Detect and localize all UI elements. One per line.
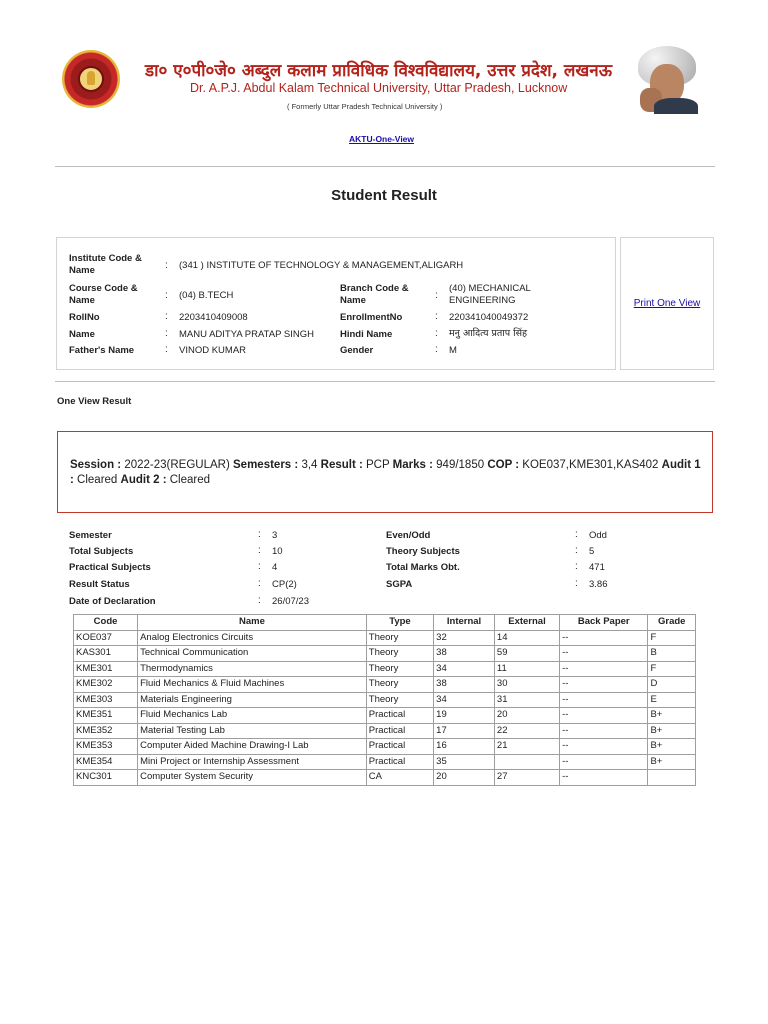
kalam-portrait-image	[630, 46, 704, 114]
subject-type-cell: Theory	[366, 630, 433, 646]
table-row	[74, 739, 696, 755]
semester-label: Semester	[69, 530, 112, 541]
session-value: 2022-23(REGULAR)	[124, 459, 230, 471]
column-header: Internal	[434, 615, 495, 631]
back-paper-cell: --	[560, 739, 648, 755]
semesters-label: Semesters :	[233, 459, 299, 471]
back-paper-cell: --	[560, 754, 648, 770]
back-paper-cell: --	[560, 708, 648, 724]
subject-code-cell: KAS301	[74, 646, 138, 662]
subject-type-cell: Theory	[366, 661, 433, 677]
back-paper-cell: --	[560, 677, 648, 693]
table-body	[74, 630, 696, 785]
subject-name-cell: Fluid Mechanics Lab	[138, 708, 367, 724]
branch-label: Branch Code & Name	[340, 283, 409, 306]
lamp-emblem-icon	[78, 66, 104, 92]
external-marks-cell: 14	[494, 630, 559, 646]
print-panel	[620, 237, 714, 370]
subject-code-cell: KME301	[74, 661, 138, 677]
grade-cell: E	[648, 692, 696, 708]
internal-marks-cell: 38	[434, 677, 495, 693]
rollno-value: 2203410409008	[179, 312, 248, 323]
cop-value: KOE037,KME301,KAS402	[522, 459, 659, 471]
subject-code-cell: KME302	[74, 677, 138, 693]
external-marks-cell	[494, 754, 559, 770]
subject-type-cell: CA	[366, 770, 433, 786]
rollno-label: RollNo	[69, 312, 100, 323]
subject-name-cell: Analog Electronics Circuits	[138, 630, 367, 646]
print-one-view-link[interactable]: Print One View	[633, 298, 701, 309]
father-name-label: Father's Name	[69, 345, 135, 356]
subject-name-cell: Computer Aided Machine Drawing-I Lab	[138, 739, 367, 755]
university-header	[0, 0, 768, 130]
total-subjects-label: Total Subjects	[69, 546, 134, 557]
subject-name-cell: Mini Project or Internship Assessment	[138, 754, 367, 770]
column-header: Grade	[648, 615, 696, 631]
subject-code-cell: KME303	[74, 692, 138, 708]
subject-code-cell: KME354	[74, 754, 138, 770]
divider	[55, 166, 715, 167]
grade-cell: B+	[648, 708, 696, 724]
audit1-value: Cleared	[77, 473, 118, 486]
table-row	[74, 723, 696, 739]
column-header: Back Paper	[560, 615, 648, 631]
table-row	[74, 708, 696, 724]
audit2-label: Audit 2 :	[120, 473, 167, 486]
grade-cell: B	[648, 646, 696, 662]
session-summary-box	[57, 431, 713, 513]
subject-name-cell: Materials Engineering	[138, 692, 367, 708]
aktu-one-view-link[interactable]: AKTU-One-View	[349, 134, 415, 144]
gender-value: M	[449, 345, 457, 356]
subject-type-cell: Practical	[366, 739, 433, 755]
external-marks-cell: 27	[494, 770, 559, 786]
result-status-value: CP(2)	[272, 579, 297, 590]
column-header: Code	[74, 615, 138, 631]
external-marks-cell: 31	[494, 692, 559, 708]
subject-code-cell: KME353	[74, 739, 138, 755]
back-paper-cell: --	[560, 692, 648, 708]
session-summary-text	[70, 458, 702, 487]
grade-cell: B+	[648, 723, 696, 739]
audit1-label: Audit 1 :	[70, 459, 701, 486]
even-odd-value: Odd	[589, 530, 607, 541]
subject-name-cell: Thermodynamics	[138, 661, 367, 677]
subject-grades-table	[73, 614, 696, 786]
grade-cell: B+	[648, 754, 696, 770]
back-paper-cell: --	[560, 646, 648, 662]
table-row	[74, 646, 696, 662]
table-row	[74, 661, 696, 677]
practical-subjects-value: 4	[272, 562, 278, 573]
marks-label: Marks :	[392, 459, 433, 471]
university-title-english: Dr. A.P.J. Abdul Kalam Technical University, Uttar Pradesh, Lucknow	[190, 81, 568, 95]
table-row	[74, 677, 696, 693]
internal-marks-cell: 16	[434, 739, 495, 755]
subject-type-cell: Theory	[366, 646, 433, 662]
university-title-hindi: डा० ए०पी०जे० अब्दुल कलाम प्राविधिक विश्वविद्यालय, उत्तर प्रदेश, लखनऊ	[145, 61, 613, 81]
audit2-value: Cleared	[169, 473, 211, 486]
internal-marks-cell: 38	[434, 646, 495, 662]
column-header: Type	[366, 615, 433, 631]
divider	[55, 381, 715, 382]
marks-value: 949/1850	[436, 459, 485, 471]
branch-value: (40) MECHANICAL ENGINEERING	[449, 283, 531, 306]
total-subjects-value: 10	[272, 546, 283, 557]
subject-type-cell: Practical	[366, 723, 433, 739]
semesters-value: 3,4	[301, 459, 318, 471]
grade-cell	[648, 770, 696, 786]
external-marks-cell: 59	[494, 646, 559, 662]
subject-type-cell: Practical	[366, 708, 433, 724]
column-header: Name	[138, 615, 367, 631]
table-row	[74, 754, 696, 770]
external-marks-cell: 11	[494, 661, 559, 677]
cop-label: COP :	[487, 459, 520, 471]
total-marks-label: Total Marks Obt.	[386, 562, 460, 573]
one-view-result-heading: One View Result	[57, 396, 132, 407]
internal-marks-cell: 20	[434, 770, 495, 786]
hindi-name-label: Hindi Name	[340, 329, 393, 340]
external-marks-cell: 21	[494, 739, 559, 755]
back-paper-cell: --	[560, 661, 648, 677]
subject-code-cell: KME352	[74, 723, 138, 739]
hindi-name-value: मनु आदित्य प्रताप सिंह	[449, 328, 528, 339]
subject-type-cell: Practical	[366, 754, 433, 770]
grade-cell: F	[648, 661, 696, 677]
practical-subjects-label: Practical Subjects	[69, 562, 151, 573]
internal-marks-cell: 34	[434, 692, 495, 708]
internal-marks-cell: 32	[434, 630, 495, 646]
internal-marks-cell: 19	[434, 708, 495, 724]
sgpa-value: 3.86	[589, 579, 608, 590]
column-header: External	[494, 615, 559, 631]
subject-name-cell: Technical Communication	[138, 646, 367, 662]
subject-code-cell: KME351	[74, 708, 138, 724]
table-row	[74, 692, 696, 708]
back-paper-cell: --	[560, 630, 648, 646]
external-marks-cell: 30	[494, 677, 559, 693]
semester-value: 3	[272, 530, 278, 541]
subject-type-cell: Theory	[366, 677, 433, 693]
name-label: Name	[69, 329, 95, 340]
external-marks-cell: 22	[494, 723, 559, 739]
table-header-row	[74, 615, 696, 631]
theory-subjects-value: 5	[589, 546, 595, 557]
result-status-label: Result Status	[69, 579, 130, 590]
enrollment-label: EnrollmentNo	[340, 312, 403, 323]
back-paper-cell: --	[560, 723, 648, 739]
table-row	[74, 630, 696, 646]
institute-label: Institute Code & Name	[69, 253, 142, 276]
declaration-date-value: 26/07/23	[272, 596, 309, 607]
institute-value: (341 ) INSTITUTE OF TECHNOLOGY & MANAGEMENT,ALIGARH	[179, 260, 464, 271]
subject-name-cell: Material Testing Lab	[138, 723, 367, 739]
internal-marks-cell: 17	[434, 723, 495, 739]
grade-cell: D	[648, 677, 696, 693]
external-marks-cell: 20	[494, 708, 559, 724]
course-value: (04) B.TECH	[179, 290, 234, 301]
student-info-panel: Institute Code & Name : (341 ) INSTITUTE OF TECHNOLOGY & MANAGEMENT,ALIGARH Course Code & Name : (04) B.TECH Branch Code & Name : (40) MECHANICAL ENGINEERING RollNo : 2203410409008 EnrollmentNo : 220341040049372 Name : MANU ADITYA PRATAP SINGH Hindi Name : मनु आदित्य प्रताप सिंह Father's Name : VINOD KUMAR Gender : M	[56, 237, 616, 370]
theory-subjects-label: Theory Subjects	[386, 546, 460, 557]
subject-name-cell: Computer System Security	[138, 770, 367, 786]
subject-type-cell: Theory	[366, 692, 433, 708]
father-name-value: VINOD KUMAR	[179, 345, 247, 356]
result-label: Result :	[320, 459, 363, 471]
sgpa-label: SGPA	[386, 579, 413, 590]
total-marks-value: 471	[589, 562, 605, 573]
page-title: Student Result	[331, 187, 437, 204]
university-seal-icon	[62, 50, 120, 108]
internal-marks-cell: 35	[434, 754, 495, 770]
back-paper-cell: --	[560, 770, 648, 786]
grade-cell: F	[648, 630, 696, 646]
grade-cell: B+	[648, 739, 696, 755]
internal-marks-cell: 34	[434, 661, 495, 677]
session-label: Session :	[70, 459, 122, 471]
subject-code-cell: KNC301	[74, 770, 138, 786]
enrollment-value: 220341040049372	[449, 312, 529, 323]
course-label: Course Code & Name	[69, 283, 138, 306]
even-odd-label: Even/Odd	[386, 530, 431, 541]
name-value: MANU ADITYA PRATAP SINGH	[179, 329, 314, 340]
subject-name-cell: Fluid Mechanics & Fluid Machines	[138, 677, 367, 693]
subject-code-cell: KOE037	[74, 630, 138, 646]
declaration-date-label: Date of Declaration	[69, 596, 156, 607]
result-value: PCP	[366, 459, 390, 471]
university-former-name: ( Formerly Uttar Pradesh Technical University )	[287, 102, 443, 111]
table-row	[74, 770, 696, 786]
gender-label: Gender	[340, 345, 374, 356]
